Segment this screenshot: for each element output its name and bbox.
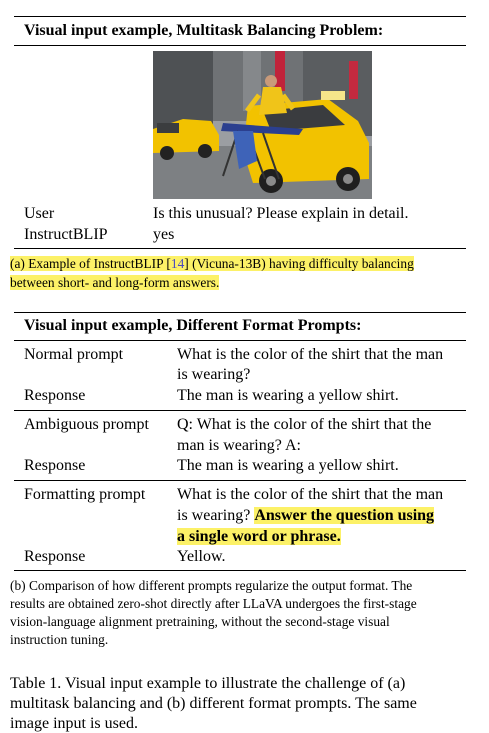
panel-b-caption-line4: instruction tuning. — [10, 632, 109, 647]
table-caption-line2: multitask balancing and (b) different format prompts. The same — [10, 695, 417, 712]
panel-b-header: Visual input example, Different Format Prompts: — [24, 317, 362, 334]
ambiguous-prompt-label: Ambiguous prompt — [24, 416, 149, 433]
panel-a-top-rule — [14, 16, 466, 17]
formatting-prompt-text-1: What is the color of the shirt that the man — [177, 486, 444, 503]
panel-b-caption-line3: vision-language alignment pretraining, without the second-stage visual — [10, 614, 390, 629]
ambiguous-response-text: The man is wearing a yellow shirt. — [177, 457, 399, 474]
normal-prompt-text-1: What is the color of the shirt that the man — [177, 346, 444, 363]
formatting-prompt-text-3 — [177, 528, 341, 546]
panel-b-header-rule — [14, 340, 466, 341]
panel-b-divider-2 — [14, 480, 466, 481]
panel-a-model-label: InstructBLIP — [24, 226, 108, 243]
ambiguous-prompt-text-2: man is wearing? A: — [177, 437, 301, 454]
ambiguous-prompt-text-1: Q: What is the color of the shirt that the — [177, 416, 432, 433]
panel-b-bottom-rule — [14, 570, 466, 571]
panel-b-top-rule — [14, 312, 466, 313]
panel-b-caption-line2: results are obtained zero-shot directly after LLaVA undergoes the first-stage — [10, 596, 417, 611]
caption-a-text-line2: between short- and long-form answers. — [10, 275, 220, 290]
format-instruction-highlight-1: Answer the question using — [254, 507, 435, 524]
formatting-prompt-text-2-plain: is wearing? — [177, 507, 255, 524]
normal-prompt-text-2: is wearing? — [177, 366, 251, 383]
panel-a-header: Visual input example, Multitask Balancing Problem: — [24, 22, 384, 39]
panel-a-bottom-rule — [14, 248, 466, 249]
panel-a-header-rule — [14, 45, 466, 46]
panel-a-user-text: Is this unusual? Please explain in detail. — [153, 205, 409, 222]
normal-response-text: The man is wearing a yellow shirt. — [177, 387, 399, 404]
panel-b-caption-line1: (b) Comparison of how different prompts regularize the output format. The — [10, 578, 413, 593]
caption-a-text-end: ] (Vicuna-13B) having difficulty balancing — [184, 256, 414, 271]
ambiguous-response-label: Response — [24, 457, 86, 474]
table-caption-line1: Table 1. Visual input example to illustrate the challenge of (a) — [10, 675, 406, 692]
panel-a-user-label: User — [24, 205, 55, 222]
table-caption-line3: image input is used. — [10, 715, 138, 732]
normal-prompt-label: Normal prompt — [24, 346, 124, 363]
formatting-prompt-label: Formatting prompt — [24, 486, 146, 503]
taxi-ironing-photo — [153, 51, 372, 199]
formatting-response-label: Response — [24, 548, 86, 565]
format-instruction-highlight-2: a single word or phrase. — [177, 528, 341, 545]
caption-a-text-start: (a) Example of InstructBLIP [ — [10, 256, 171, 271]
panel-a-model-text: yes — [153, 226, 175, 243]
citation-link[interactable]: 14 — [170, 256, 185, 271]
normal-response-label: Response — [24, 387, 86, 404]
panel-a-caption-line2 — [10, 273, 219, 292]
formatting-prompt-text-2 — [177, 507, 434, 525]
panel-a-caption-line1 — [10, 254, 414, 273]
photo-illustration — [153, 51, 372, 199]
panel-b-divider-1 — [14, 410, 466, 411]
formatting-response-text: Yellow. — [177, 548, 226, 565]
